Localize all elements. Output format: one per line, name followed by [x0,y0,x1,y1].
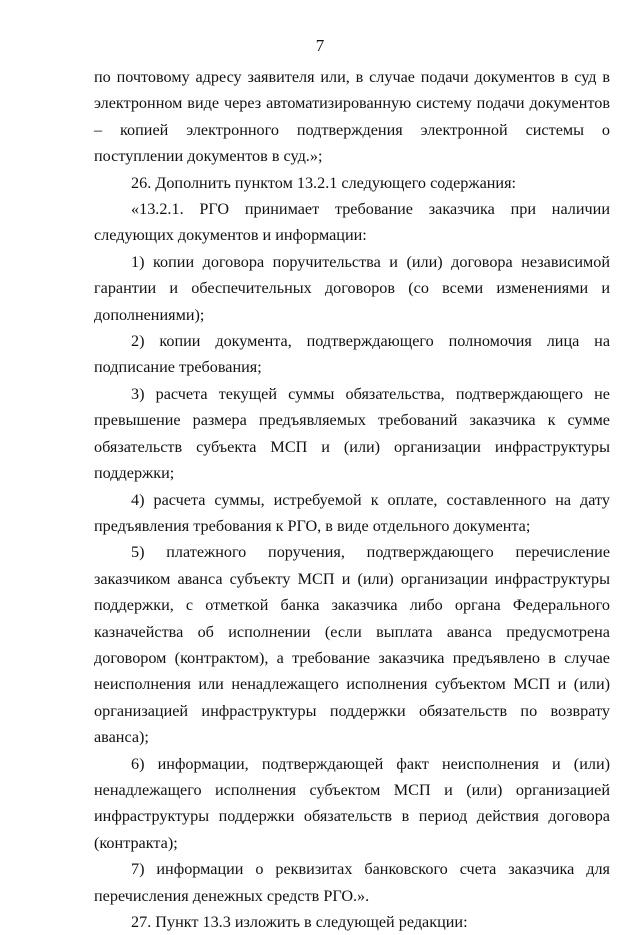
paragraph: 3) расчета текущей суммы обязательства, подтверждающего не превышение размера предъявляемых требований заказчика к сумме обязательств субъекта МСП и (или) организации инфраструктуры поддержки; [94,384,610,483]
paragraph: 5) платежного поручения, подтверждающего перечисление заказчиком аванса субъекту МСП и (или) организации инфраструктуры поддержки, с отметкой банка заказчика либо органа Федерального казначейства об исполнении (если выплата аванса предусмотрена договором (контрактом), а требование заказчика предъявлено в случае неисполнения или ненадлежащего исполнения субъектом МСП и (или) организацией инфраструктуры поддержки обязательств по возврату аванса); [94,543,610,747]
page-number: 7 [315,36,325,55]
paragraph: 1) копии договора поручительства и (или) договора независимой гарантии и обеспечительных договоров (со всеми изменениями и дополнениями); [94,252,610,324]
paragraph: 27. Пункт 13.3 изложить в следующей редакции: [131,913,468,931]
paragraph: 7) информации о реквизитах банковского счета заказчика для перечисления денежных средств РГО.». [94,860,610,905]
paragraph: 6) информации, подтверждающей факт неисполнения и (или) ненадлежащего исполнения субъектом МСП и (или) организацией инфраструктуры поддержки обязательств в период действия договора (контракта); [94,754,610,852]
paragraph: «13.2.1. РГО принимает требование заказчика при наличии следующих документов и информации: [94,200,610,245]
paragraph: 26. Дополнить пунктом 13.2.1 следующего содержания: [131,173,517,192]
paragraph: по почтовому адресу заявителя или, в случае подачи документов в суд в электронном виде через автоматизированную систему подачи документов – копией электронного подтверждения электронной системы о поступлении документов в суд.»; [94,68,610,166]
document-body [94,64,610,935]
paragraph: 4) расчета суммы, истребуемой к оплате, составленного на дату предъявления требования к РГО, в виде отдельного документа; [94,490,610,535]
paragraph: 2) копии документа, подтверждающего полномочия лица на подписание требования; [94,332,610,377]
